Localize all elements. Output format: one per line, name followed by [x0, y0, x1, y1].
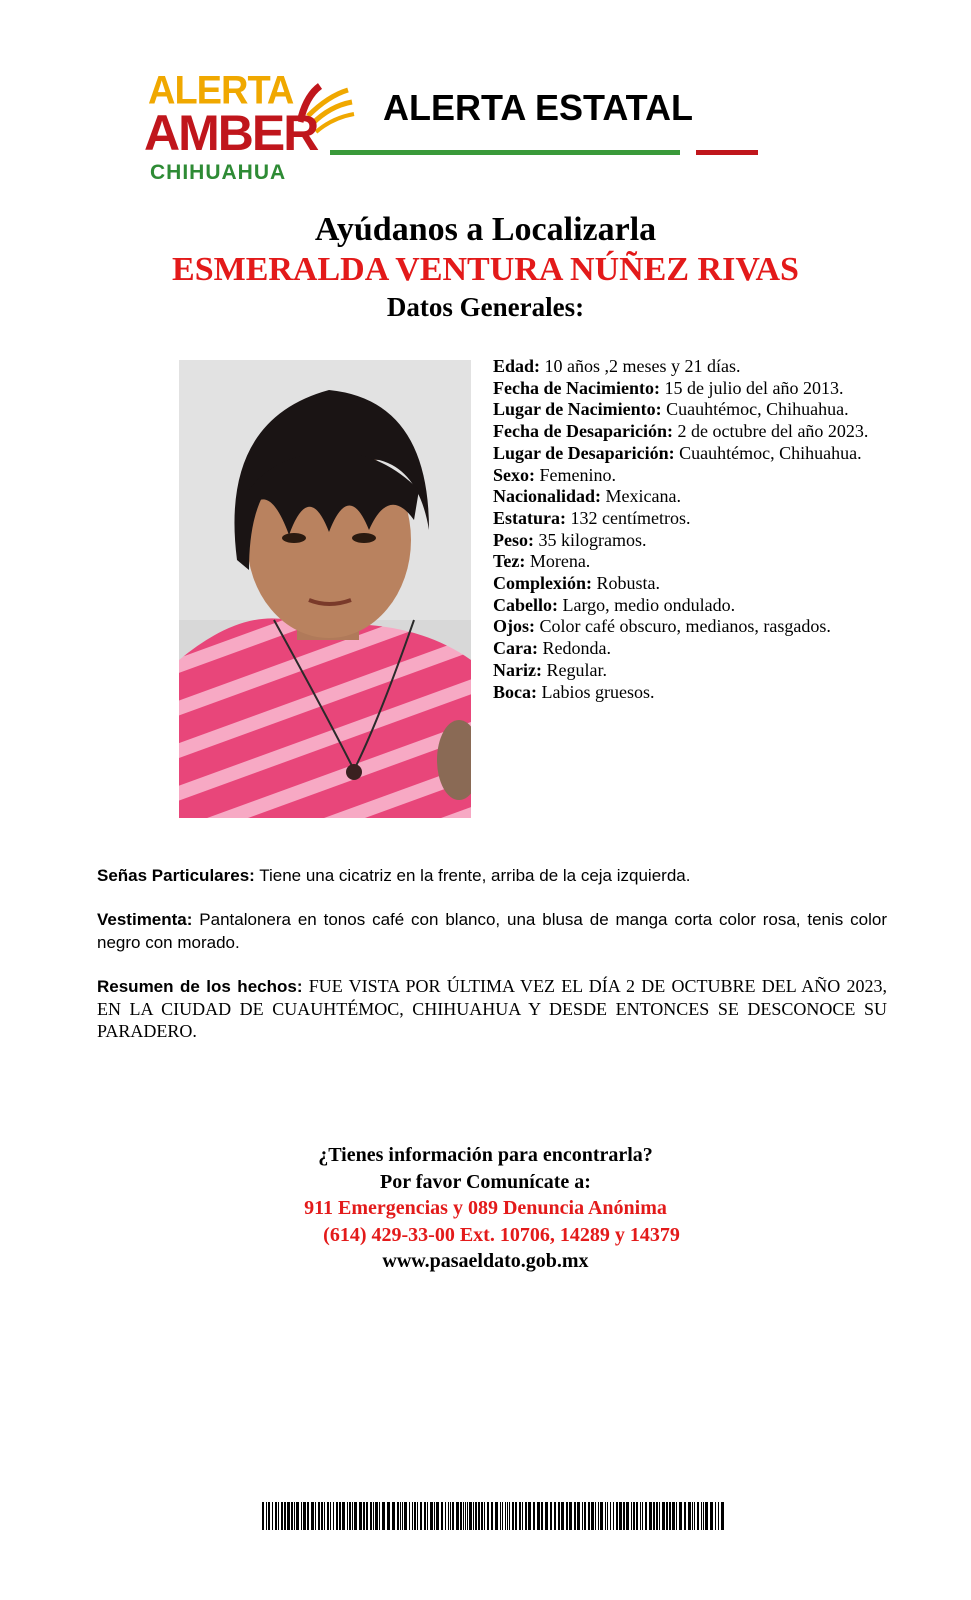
detail-boca: Boca: Labios gruesos.: [493, 681, 655, 702]
detail-fecha-nacimiento: Fecha de Nacimiento: 15 de julio del año 2013.: [493, 377, 844, 398]
emergency-numbers: 911 Emergencias y 089 Denuncia Anónima: [304, 1197, 667, 1219]
logo-alerta-text: ALERTA: [148, 68, 294, 114]
detail-estatura: Estatura: 132 centímetros.: [493, 507, 691, 528]
contact-block: [0, 1142, 971, 1275]
header-rule-red: [696, 150, 758, 155]
help-locate-heading: Ayúdanos a Localizarla: [314, 211, 657, 248]
missing-person-name: ESMERALDA VENTURA NÚÑEZ RIVAS: [172, 251, 799, 288]
logo-amber-text: AMBER: [144, 105, 318, 161]
resumen-hechos: Resumen de los hechos: FUE VISTA POR ÚLTIMA VEZ EL DÍA 2 DE OCTUBRE DEL AÑO 2023, EN LA CIUDAD DE CUAUHTÉMOC, CHIHUAHUA Y DESDE ENTONCES SE DESCONOCE SU PARADERO.: [97, 976, 887, 1041]
detail-tez: Tez: Morena.: [493, 551, 591, 572]
website-link[interactable]: www.pasaeldato.gob.mx: [382, 1250, 589, 1272]
logo-region-text: CHIHUAHUA: [150, 161, 287, 184]
portrait-illustration: [179, 360, 471, 818]
detail-nariz: Nariz: Regular.: [493, 659, 607, 680]
contact-question: ¿Tienes información para encontrarla?: [318, 1144, 653, 1166]
general-data-list: [493, 356, 883, 703]
description-section: [97, 864, 887, 1063]
detail-complexion: Complexión: Robusta.: [493, 573, 661, 594]
detail-ojos: Ojos: Color café obscuro, medianos, rasgados.: [493, 616, 831, 637]
detail-fecha-desaparicion: Fecha de Desaparición: 2 de octubre del año 2023.: [493, 421, 869, 442]
detail-nacionalidad: Nacionalidad: Mexicana.: [493, 486, 681, 507]
vestimenta: Vestimenta: Pantalonera en tonos café con blanco, una blusa de manga corta color rosa, tenis color negro con morado.: [97, 910, 887, 952]
detail-lugar-desaparicion: Lugar de Desaparición: Cuauhtémoc, Chihuahua.: [493, 442, 862, 463]
barcode-icon: [262, 1502, 727, 1530]
detail-peso: Peso: 35 kilogramos.: [493, 529, 647, 550]
missing-person-photo: [179, 360, 471, 818]
detail-cara: Cara: Redonda.: [493, 638, 611, 659]
contact-prompt: Por favor Comunícate a:: [380, 1170, 591, 1193]
general-data-heading: Datos Generales:: [386, 292, 585, 322]
title-block: [0, 210, 971, 324]
detail-lugar-nacimiento: Lugar de Nacimiento: Cuauhtémoc, Chihuahua.: [493, 399, 849, 420]
detail-edad: Edad: 10 años ,2 meses y 21 días.: [493, 356, 741, 376]
phone-extensions: (614) 429-33-00 Ext. 10706, 14289 y 14379: [323, 1223, 680, 1246]
detail-sexo: Sexo: Femenino.: [493, 464, 616, 485]
header-title: ALERTA ESTATAL: [383, 87, 693, 128]
header-rule-green: [330, 150, 680, 155]
detail-cabello: Cabello: Largo, medio ondulado.: [493, 594, 736, 615]
alerta-amber-logo: [144, 68, 348, 190]
senas-particulares: Señas Particulares: Tiene una cicatriz en la frente, arriba de la ceja izquierda.: [97, 866, 691, 885]
